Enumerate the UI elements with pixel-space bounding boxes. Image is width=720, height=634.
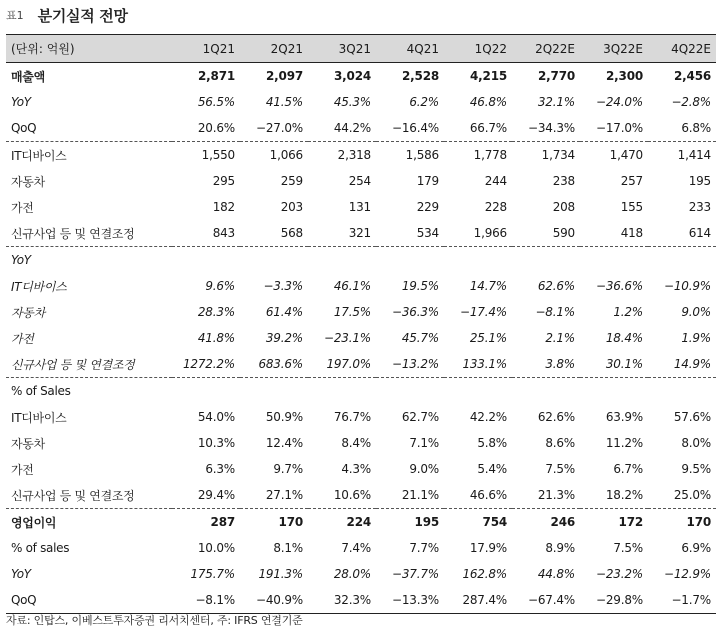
table-cell: −17.4% <box>460 305 507 319</box>
table-cell: 172 <box>580 509 648 536</box>
table-cell: 1,586 <box>376 142 444 169</box>
unit-label: (단위: 억원) <box>6 35 172 63</box>
table-cell: 2,871 <box>198 69 235 83</box>
table-cell: 32.3% <box>308 587 376 614</box>
row-label: 자동차 <box>11 436 45 451</box>
row-label: 신규사업 등 및 연결조정 <box>11 357 135 372</box>
row-label: IT디바이스 <box>11 279 67 294</box>
header-row <box>6 35 716 63</box>
row-label: YoY <box>11 567 31 581</box>
table-cell: 6.9% <box>681 541 711 555</box>
row-label: 영업이익 <box>6 509 172 536</box>
table-row <box>6 482 716 509</box>
table-cell: 534 <box>416 226 439 240</box>
table-cell: 614 <box>688 226 711 240</box>
table-cell: 9.6% <box>205 279 235 293</box>
table-cell: 2.1% <box>545 331 575 345</box>
table-row <box>6 430 716 456</box>
table-row <box>6 535 716 561</box>
table-cell: −36.3% <box>392 305 439 319</box>
table-cell: 12.4% <box>265 436 303 450</box>
table-cell: 41.8% <box>197 331 235 345</box>
table-cell: 179 <box>416 174 439 188</box>
table-cell: 76.7% <box>333 410 371 424</box>
table-row <box>6 273 716 299</box>
table-cell: 6.2% <box>409 95 439 109</box>
table-cell <box>444 378 512 405</box>
table-cell: 62.6% <box>537 410 575 424</box>
table-cell: 17.5% <box>333 305 371 319</box>
row-label: 가전 <box>11 200 34 215</box>
table-cell: 28.3% <box>197 305 235 319</box>
table-cell: 14.9% <box>673 357 711 371</box>
table-cell <box>512 247 580 274</box>
table-row <box>6 247 716 274</box>
table-cell: 7.4% <box>341 541 371 555</box>
table-cell: 683.6% <box>258 357 303 371</box>
table-cell: −3.3% <box>263 279 303 293</box>
table-cell: 29.4% <box>197 488 235 502</box>
table-cell: 2,770 <box>538 69 575 83</box>
table-cell: 1,414 <box>648 142 716 169</box>
table-cell: 45.3% <box>333 95 371 109</box>
column-header: 2Q21 <box>240 35 308 63</box>
table-cell: 170 <box>240 509 308 536</box>
table-cell: 1.9% <box>681 331 711 345</box>
table-cell: 44.8% <box>537 567 575 581</box>
table-cell: 30.1% <box>605 357 643 371</box>
table-cell: 229 <box>416 200 439 214</box>
table-cell: 1272.2% <box>183 357 235 371</box>
table-cell <box>648 247 716 274</box>
table-cell: −2.8% <box>671 95 711 109</box>
column-header: 3Q21 <box>308 35 376 63</box>
table-cell: 6.8% <box>681 121 711 135</box>
quarterly-earnings-table <box>6 34 716 614</box>
table-cell <box>240 378 308 405</box>
table-cell: 162.8% <box>462 567 507 581</box>
table-cell: 8.9% <box>545 541 575 555</box>
table-cell: −10.9% <box>664 279 711 293</box>
table-cell <box>376 247 444 274</box>
table-cell: 45.7% <box>401 331 439 345</box>
table-cell: 197.0% <box>326 357 371 371</box>
table-cell: 195 <box>376 509 444 536</box>
table-cell <box>172 378 240 405</box>
table-cell: 50.9% <box>265 410 303 424</box>
table-cell: 1.2% <box>613 305 643 319</box>
table-cell: 46.1% <box>333 279 371 293</box>
table-row <box>6 194 716 220</box>
row-label: QoQ <box>6 587 172 614</box>
table-cell: 63.9% <box>605 410 643 424</box>
column-header: 1Q22 <box>444 35 512 63</box>
table-cell: −23.1% <box>324 331 371 345</box>
row-label: 자동차 <box>11 174 45 189</box>
table-cell: 6.7% <box>613 462 643 476</box>
table-cell: 54.0% <box>197 410 235 424</box>
table-cell: 66.7% <box>469 121 507 135</box>
table-cell: 6.3% <box>205 462 235 476</box>
table-cell <box>308 247 376 274</box>
table-cell: 10.3% <box>197 436 235 450</box>
table-cell: 1,066 <box>240 142 308 169</box>
table-row <box>6 351 716 378</box>
table-cell: 287.4% <box>444 587 512 614</box>
table-row <box>6 561 716 587</box>
table-row <box>6 89 716 115</box>
table-cell <box>308 378 376 405</box>
table-row <box>6 115 716 142</box>
table-cell: 10.0% <box>197 541 235 555</box>
table-cell: 321 <box>348 226 371 240</box>
table-cell: 18.4% <box>605 331 643 345</box>
table-cell: 2,300 <box>606 69 643 83</box>
table-cell: 195 <box>688 174 711 188</box>
table-cell: −37.7% <box>392 567 439 581</box>
table-cell: 8.6% <box>545 436 575 450</box>
table-cell <box>444 247 512 274</box>
table-cell: 203 <box>280 200 303 214</box>
table-cell: 244 <box>484 174 507 188</box>
table-cell: 170 <box>648 509 716 536</box>
table-cell: 62.6% <box>537 279 575 293</box>
table-cell: 56.5% <box>197 95 235 109</box>
table-cell: 182 <box>212 200 235 214</box>
table-cell: 2,318 <box>308 142 376 169</box>
table-cell: 11.2% <box>605 436 643 450</box>
row-label: QoQ <box>11 121 37 135</box>
table-cell: 42.2% <box>469 410 507 424</box>
row-label: YoY <box>6 247 172 274</box>
table-cell: −36.6% <box>596 279 643 293</box>
table-cell: 228 <box>484 200 507 214</box>
table-cell: 2,097 <box>266 69 303 83</box>
table-cell: 28.0% <box>333 567 371 581</box>
column-header: 2Q22E <box>512 35 580 63</box>
table-cell: 10.6% <box>333 488 371 502</box>
table-cell: −13.2% <box>392 357 439 371</box>
table-number-tag: 표1 <box>6 9 24 22</box>
column-header: 3Q22E <box>580 35 648 63</box>
table-cell: −24.0% <box>596 95 643 109</box>
table-cell: 8.1% <box>273 541 303 555</box>
table-cell: −40.9% <box>240 587 308 614</box>
table-cell: 7.7% <box>409 541 439 555</box>
table-cell: 590 <box>552 226 575 240</box>
table-cell: 1,470 <box>580 142 648 169</box>
table-cell: 208 <box>552 200 575 214</box>
table-cell: 1,550 <box>172 142 240 169</box>
table-cell: 8.0% <box>681 436 711 450</box>
table-row <box>6 456 716 482</box>
table-cell: 5.4% <box>477 462 507 476</box>
table-cell: 843 <box>212 226 235 240</box>
table-cell: 25.1% <box>469 331 507 345</box>
table-cell: 287 <box>172 509 240 536</box>
table-cell: 8.4% <box>341 436 371 450</box>
table-cell: 259 <box>280 174 303 188</box>
table-cell: 1,778 <box>444 142 512 169</box>
table-cell: 2,456 <box>674 69 711 83</box>
table-cell: 9.0% <box>409 462 439 476</box>
table-cell: −67.4% <box>512 587 580 614</box>
table-cell: 62.7% <box>401 410 439 424</box>
table-cell: −29.8% <box>580 587 648 614</box>
table-cell: 9.7% <box>273 462 303 476</box>
table-title: 분기실적 전망 <box>37 6 128 25</box>
table-cell: 9.5% <box>681 462 711 476</box>
table-cell: 7.5% <box>545 462 575 476</box>
table-cell <box>172 247 240 274</box>
table-cell: 21.3% <box>537 488 575 502</box>
table-cell: 46.6% <box>469 488 507 502</box>
column-header: 1Q21 <box>172 35 240 63</box>
table-cell <box>580 378 648 405</box>
table-cell: 5.8% <box>477 436 507 450</box>
table-title-bar <box>6 4 128 26</box>
table-row <box>6 509 716 536</box>
table-row <box>6 168 716 194</box>
row-label: 자동차 <box>11 305 45 320</box>
table-cell <box>580 247 648 274</box>
table-row <box>6 587 716 614</box>
table-cell: 21.1% <box>401 488 439 502</box>
row-label: IT디바이스 <box>6 142 172 169</box>
table-cell: 568 <box>280 226 303 240</box>
table-cell: 191.3% <box>258 567 303 581</box>
table-cell <box>376 378 444 405</box>
table-cell: 18.2% <box>605 488 643 502</box>
table-cell: 44.2% <box>333 121 371 135</box>
table-row <box>6 404 716 430</box>
table-cell: 39.2% <box>265 331 303 345</box>
table-cell: 257 <box>620 174 643 188</box>
row-label: YoY <box>11 95 31 109</box>
table-cell: 2,528 <box>402 69 439 83</box>
table-cell: 25.0% <box>673 488 711 502</box>
table-cell <box>240 247 308 274</box>
table-cell: 233 <box>688 200 711 214</box>
table-cell: 754 <box>444 509 512 536</box>
table-cell: 46.8% <box>469 95 507 109</box>
table-cell: 17.9% <box>469 541 507 555</box>
table-cell: 254 <box>348 174 371 188</box>
table-cell: 27.1% <box>265 488 303 502</box>
table-cell: 61.4% <box>265 305 303 319</box>
table-cell: 3.8% <box>545 357 575 371</box>
table-cell: 7.5% <box>613 541 643 555</box>
table-row <box>6 220 716 247</box>
table-cell: 131 <box>348 200 371 214</box>
table-cell: 57.6% <box>673 410 711 424</box>
table-cell: 1,734 <box>512 142 580 169</box>
row-label: % of Sales <box>6 378 172 405</box>
column-header: 4Q21 <box>376 35 444 63</box>
table-cell: −23.2% <box>596 567 643 581</box>
row-label: 가전 <box>11 462 34 477</box>
table-row <box>6 142 716 169</box>
table-cell: 20.6% <box>197 121 235 135</box>
table-cell: 1,966 <box>473 226 507 240</box>
table-cell: 41.5% <box>265 95 303 109</box>
table-row <box>6 63 716 90</box>
table-cell: 3,024 <box>334 69 371 83</box>
table-body <box>6 63 716 614</box>
table-cell: −16.4% <box>392 121 439 135</box>
table-cell: −8.1% <box>535 305 575 319</box>
table-cell: −12.9% <box>664 567 711 581</box>
row-label: IT디바이스 <box>11 410 67 425</box>
table-cell: −8.1% <box>172 587 240 614</box>
table-cell: 155 <box>620 200 643 214</box>
table-cell: 246 <box>512 509 580 536</box>
table-cell: 4,215 <box>470 69 507 83</box>
table-cell: 238 <box>552 174 575 188</box>
table-cell: −34.3% <box>528 121 575 135</box>
table-cell: 7.1% <box>409 436 439 450</box>
table-cell: 4.3% <box>341 462 371 476</box>
table-cell <box>512 378 580 405</box>
table-row <box>6 299 716 325</box>
column-header: 4Q22E <box>648 35 716 63</box>
table-row <box>6 325 716 351</box>
row-label: 매출액 <box>11 69 45 84</box>
source-note: 자료: 인탑스, 이베스트투자증권 리서치센터, 주: IFRS 연결기준 <box>6 614 303 627</box>
row-label: 신규사업 등 및 연결조정 <box>11 488 135 503</box>
table-cell: −1.7% <box>648 587 716 614</box>
row-label: 신규사업 등 및 연결조정 <box>11 226 135 241</box>
table-cell: 418 <box>620 226 643 240</box>
table-cell: 295 <box>212 174 235 188</box>
table-cell: 19.5% <box>401 279 439 293</box>
row-label: % of sales <box>11 541 70 555</box>
table-cell: 224 <box>308 509 376 536</box>
table-cell: −27.0% <box>256 121 303 135</box>
table-cell: −13.3% <box>376 587 444 614</box>
table-cell: 32.1% <box>537 95 575 109</box>
table-cell: −17.0% <box>596 121 643 135</box>
table-row <box>6 378 716 405</box>
row-label: 가전 <box>11 331 34 346</box>
table-cell: 175.7% <box>190 567 235 581</box>
table-cell: 9.0% <box>681 305 711 319</box>
table-cell <box>648 378 716 405</box>
table-cell: 133.1% <box>462 357 507 371</box>
table-cell: 14.7% <box>469 279 507 293</box>
